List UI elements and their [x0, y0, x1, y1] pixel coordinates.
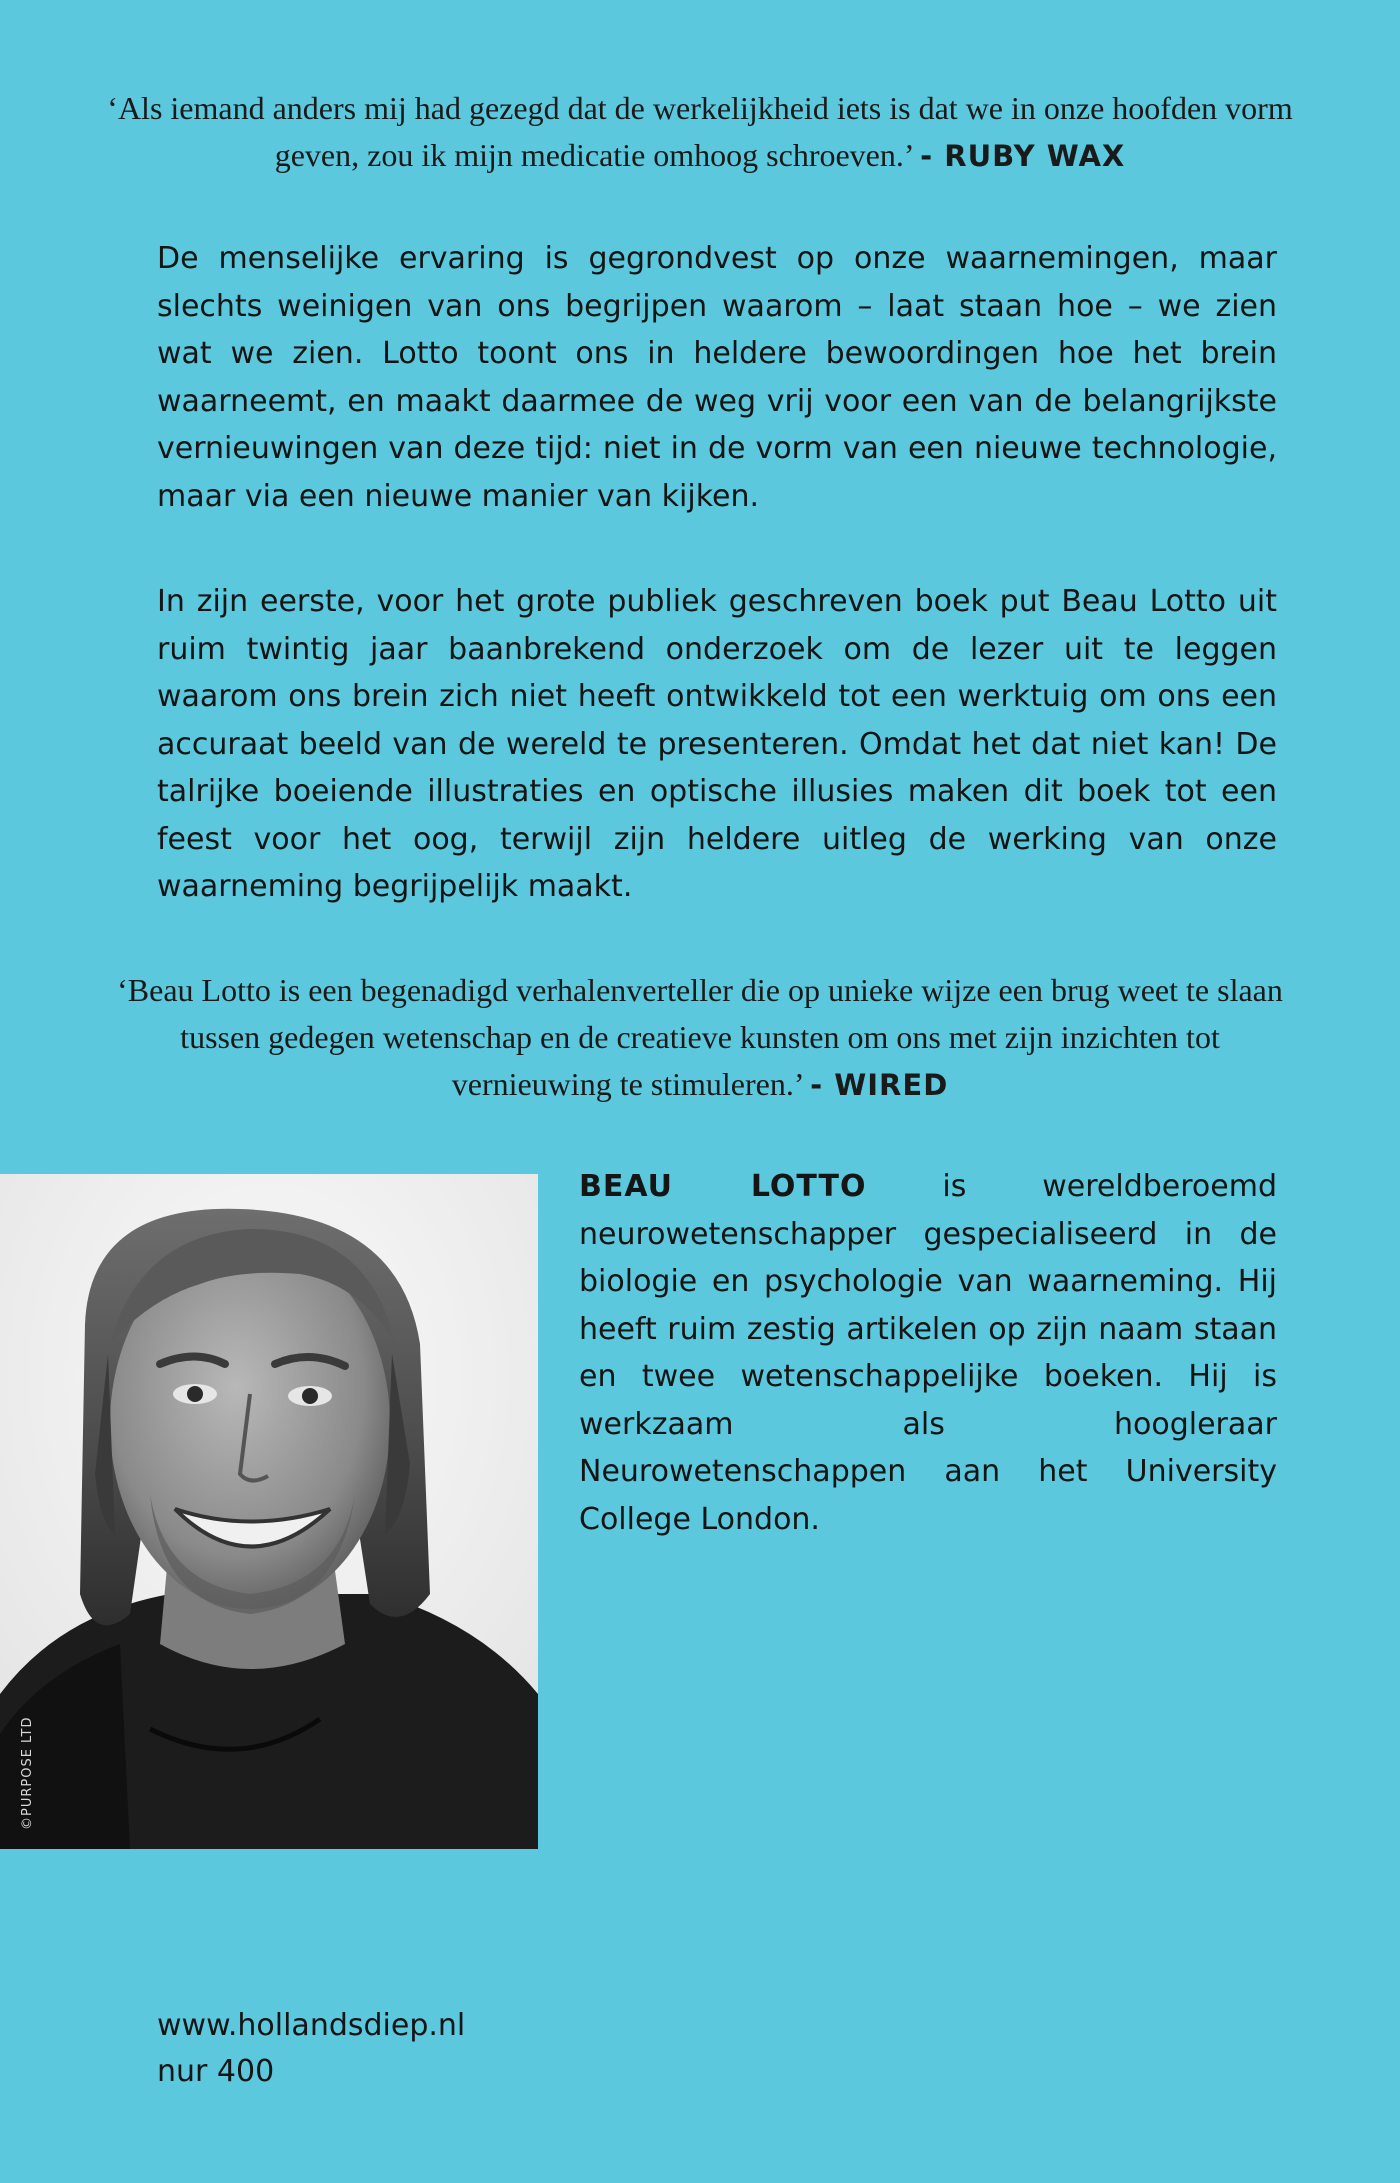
author-name: BEAU LOTTO: [579, 1169, 867, 1204]
nur-code: nur 400: [157, 2054, 275, 2089]
description-paragraph-1: De menselijke ervaring is gegrondvest op onze waarnemingen, maar slechts weinigen van ons begrijpen waarom – laat staan hoe – we zien wat we zien. Lotto toont ons in heldere bewoordingen hoe het brein waarneemt, en maakt daarmee de weg vrij voor een van de belangrijkste vernieuwingen van deze tijd: niet in de vorm van een nieuwe technologie, maar via een nieuwe manier van kijken.: [157, 241, 1277, 514]
author-photo: [0, 1174, 538, 1849]
top-quote-attribution: - RUBY WAX: [920, 139, 1126, 173]
author-portrait-image: [0, 1174, 538, 1849]
top-quote: [100, 85, 1300, 180]
author-bio-text: is wereldberoemd neurowetenschapper gespecialiseerd in de biologie en psychologie van waarneming. Hij heeft ruim zestig artikelen op zijn naam staan en twee wetenschappelijke boeken. Hij is werkzaam als hoogleraar Neurowetenschappen aan het University College London.: [579, 1169, 1277, 1537]
photo-credit: ©PURPOSE LTD: [20, 1716, 35, 1830]
publisher-website: www.hollandsdiep.nl: [157, 2008, 466, 2043]
top-quote-text: ‘Als iemand anders mij had gezegd dat de werkelijkheid iets is dat we in onze hoofden vorm geven, zou ik mijn medicatie omhoog schroeven.’: [107, 90, 1293, 173]
middle-quote-attribution: - WIRED: [810, 1068, 949, 1102]
author-bio: [579, 1163, 1277, 1543]
middle-quote-text: ‘Beau Lotto is een begenadigd verhalenverteller die op unieke wijze een brug weet te slaan tussen gedegen wetenschap en de creatieve kunsten om ons met zijn inzichten tot vernieuwing te stimuleren.’: [117, 972, 1283, 1102]
footer: [157, 2003, 465, 2095]
middle-quote: [100, 967, 1300, 1109]
description-paragraph-2: In zijn eerste, voor het grote publiek geschreven boek put Beau Lotto uit ruim twintig jaar baanbrekend onderzoek om de lezer uit te leggen waarom ons brein zich niet heeft ontwikkeld tot een werktuig om ons een accuraat beeld van de wereld te presenteren. Omdat het dat niet kan! De talrijke boeiende illustraties en optische illusies maken dit boek tot een feest voor het oog, terwijl zijn heldere uitleg de werking van onze waarneming begrijpelijk maakt.: [157, 584, 1277, 904]
